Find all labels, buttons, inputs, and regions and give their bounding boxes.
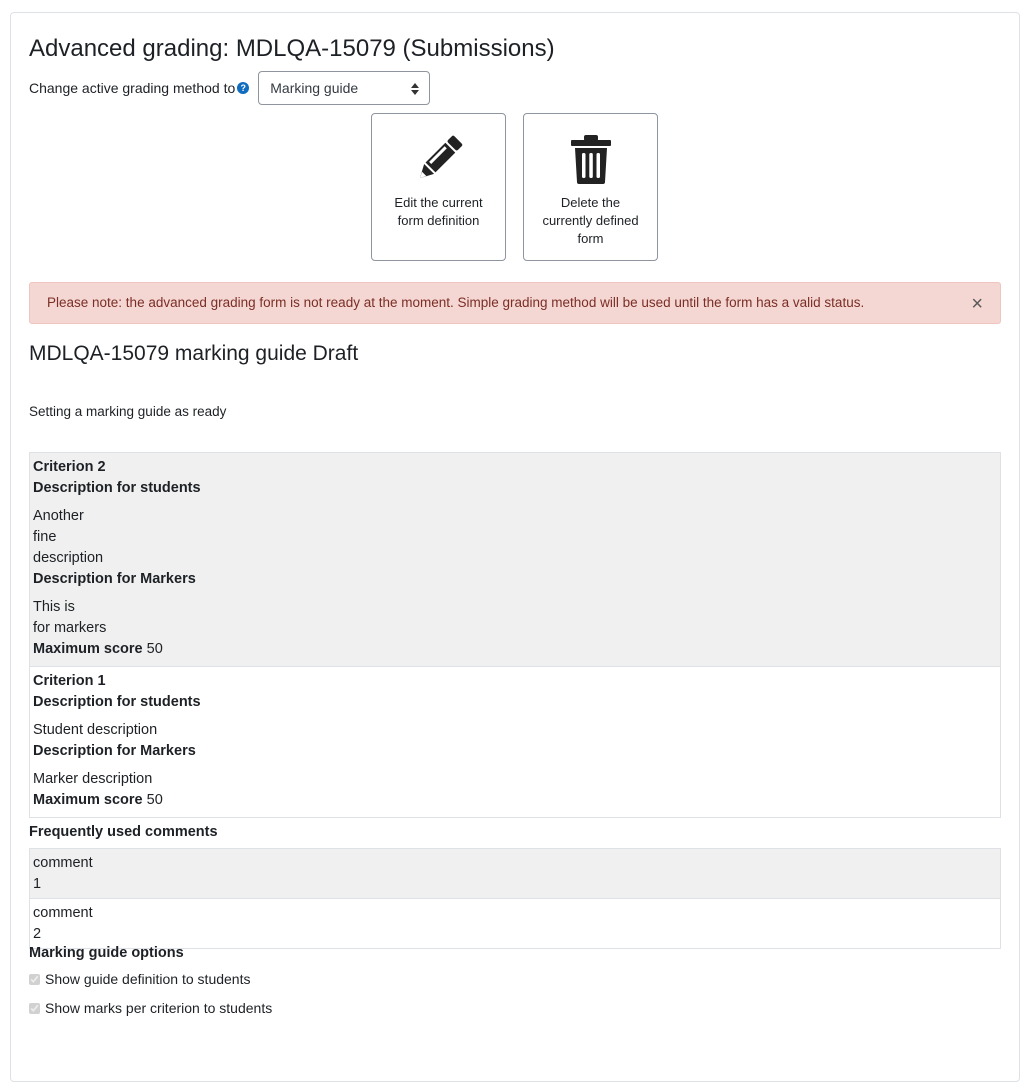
option-label: Show guide definition to students xyxy=(45,971,251,987)
trash-icon xyxy=(568,134,614,184)
markers-desc xyxy=(33,597,997,639)
comment-line: 2 xyxy=(33,926,42,942)
students-desc-line: description xyxy=(33,550,104,566)
criterion-item xyxy=(30,453,1000,666)
criterion-name: Criterion 1 xyxy=(33,673,106,689)
delete-form-label: Delete the currently defined form xyxy=(542,195,639,246)
markers-desc-label: Description for Markers xyxy=(33,743,196,759)
markers-desc-label: Description for Markers xyxy=(33,571,196,587)
method-label: Change active grading method to xyxy=(29,80,236,96)
students-desc-line: fine xyxy=(33,529,57,545)
close-icon[interactable]: × xyxy=(971,293,983,315)
comment-line: 1 xyxy=(33,876,42,892)
alert-message: Please note: the advanced grading form is not ready at the moment. Simple grading method will be used until the form has a valid status. xyxy=(47,295,865,310)
delete-form-button[interactable] xyxy=(523,113,658,261)
comment-line: comment xyxy=(33,855,93,871)
criterion-item xyxy=(30,666,1000,817)
comments-list xyxy=(29,848,1001,949)
markers-desc-line: Marker description xyxy=(33,771,153,787)
pencil-icon xyxy=(414,134,464,184)
guide-description: Setting a marking guide as ready xyxy=(29,404,227,419)
students-desc xyxy=(33,720,997,741)
main-card xyxy=(10,12,1020,1082)
help-icon[interactable]: ? xyxy=(237,82,249,94)
markers-desc xyxy=(33,769,997,790)
students-desc-label: Description for students xyxy=(33,694,201,710)
comment-line: comment xyxy=(33,905,93,921)
action-buttons xyxy=(371,113,658,261)
options-title: Marking guide options xyxy=(29,945,184,961)
show-marks-checkbox[interactable] xyxy=(29,1003,40,1014)
criteria-list xyxy=(29,452,1001,818)
edit-form-button[interactable] xyxy=(371,113,506,261)
comment-item xyxy=(30,849,1000,898)
page-title: Advanced grading: MDLQA-15079 (Submissions) xyxy=(29,35,555,62)
option-label: Show marks per criterion to students xyxy=(45,1000,273,1016)
students-desc xyxy=(33,506,997,569)
select-caret-icon xyxy=(411,83,419,95)
grading-method-value: Marking guide xyxy=(270,80,359,96)
grading-method-select[interactable] xyxy=(258,71,430,105)
markers-desc-line: for markers xyxy=(33,620,107,636)
grading-method-row xyxy=(29,71,430,105)
students-desc-label: Description for students xyxy=(33,480,201,496)
criterion-name: Criterion 2 xyxy=(33,459,106,475)
markers-desc-line: This is xyxy=(33,599,75,615)
students-desc-line: Another xyxy=(33,508,84,524)
max-score-row xyxy=(33,639,997,660)
show-definition-checkbox[interactable] xyxy=(29,974,40,985)
comment-item xyxy=(30,898,1000,948)
guide-title: MDLQA-15079 marking guide Draft xyxy=(29,342,359,365)
comments-title: Frequently used comments xyxy=(29,824,218,840)
option-show-marks xyxy=(29,1000,272,1016)
edit-form-label: Edit the current form definition xyxy=(394,195,483,228)
max-score-label: Maximum score xyxy=(33,641,143,657)
max-score-row xyxy=(33,790,997,811)
max-score-label: Maximum score xyxy=(33,792,143,808)
max-score-value: 50 xyxy=(146,641,163,657)
status-alert xyxy=(29,282,1001,324)
option-show-definition xyxy=(29,971,250,987)
max-score-value: 50 xyxy=(146,792,163,808)
students-desc-line: Student description xyxy=(33,722,158,738)
